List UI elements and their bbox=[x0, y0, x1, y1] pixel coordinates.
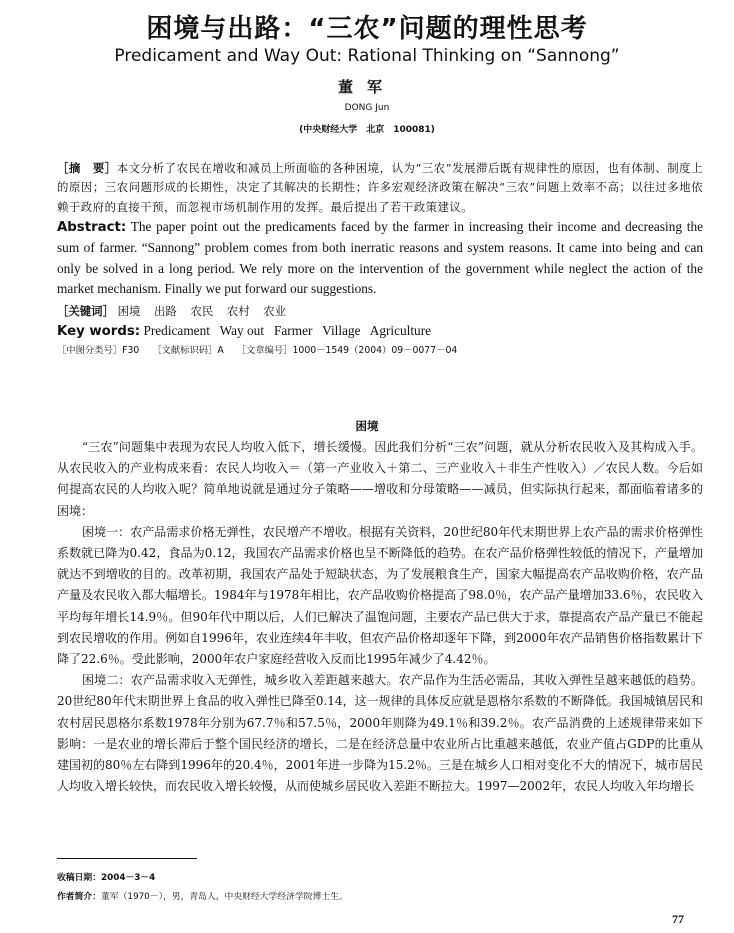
body-paragraph: 困境一：农产品需求价格无弹性，农民增产不增收。根据有关资料，20世纪80年代末期世界上农产品的需求价格弹性系数就已降为0.42，食品为0.12，我国农产品需求价格也呈不断降低的趋势。在农产品价格弹性较低的情况下，产量增加就达不到增收的目的。改革初期，我国农产品处于短缺状态，为了发展粮食生产，国家大幅提高农产品收购价格，农产品产量及农民收入都大幅增长。1984年与1978年相比，农产品收购价格提高了98.0％，农产品产量增加33.6％，农民收入平均每年增长14.9％。但90年代中期以后，人们已解决了温饱问题，主要农产品已供大于求，靠提高农产品产量已不能起到农民增收的作用。例如自1996年，农业连续4年丰收，但农产品价格却逐年下降，到2000年农产品销售价格指数累计下降了22.6％。受此影响，2000年农户家庭经营收入反而比1995年减少了4.42％。 bbox=[57, 524, 703, 667]
keywords-chinese bbox=[57, 301, 703, 321]
keyword-cn-item: 出路 bbox=[154, 303, 177, 318]
keyword-cn-item: 困境 bbox=[117, 303, 141, 318]
article-title-english: Predicament and Way Out: Rational Thinking on “Sannong” bbox=[114, 46, 620, 66]
footnote-divider bbox=[57, 858, 197, 859]
keywords-label-english: Key words: bbox=[57, 323, 141, 339]
keyword-cn-item: 农村 bbox=[226, 303, 250, 318]
author-name-chinese: 董军 bbox=[337, 78, 396, 96]
abstract-text-english: The paper point out the predicaments faced by the farmer in increasing their income and decreasing the sum of farmer. “Sannong” problem comes from both inerratic reasons and system reasons. It came into being and can only be solved in a long period. We rely more on the intervention of the government while neglect the action of the market mechanism. Finally we put forward our suggestions. bbox=[57, 218, 703, 297]
body-paragraph: 困境二：农产品需求收入无弹性，城乡收入差距越来越大。农产品作为生活必需品，其收入弹性呈越来越低的趋势。20世纪80年代末期世界上食品的收入弹性已降至0.14，这一规律的具体反应就是恩格尔系数的不断降低。我国城镇居民和农村居民恩格尔系数1978年分别为67.7％和57.5％，2000年则降为49.1％和39.2％。农产品消费的上述规律带来如下影响：一是农业的增长滞后于整个国民经济的增长，二是在经济总量中农业所占比重越来越低，农业产值占GDP的比重从建国初的80％左右降到1996年的20.4％，2001年进一步降为15.2％。三是在城乡人口相对变化不大的情况下，城市居民人均收入增长较快，而农民收入增长较慢，从而使城乡居民收入差距不断拉大。1997—2002年，农民人均收入年均增长 bbox=[57, 673, 703, 794]
classification-line bbox=[57, 342, 703, 360]
keywords-english bbox=[57, 321, 703, 342]
keyword-en-item: Agriculture bbox=[369, 322, 432, 338]
doc-code-value: A bbox=[217, 344, 224, 356]
abstract-english bbox=[57, 217, 703, 300]
keyword-en-item: Way out bbox=[219, 322, 265, 338]
keyword-cn-item: 农民 bbox=[190, 303, 214, 318]
article-title-chinese: 困境与出路：“三农”问题的理性思考 bbox=[146, 14, 588, 44]
keywords-label-chinese: ［关键词］ bbox=[57, 303, 114, 318]
body-text bbox=[57, 437, 703, 797]
keyword-en-item: Farmer bbox=[274, 322, 313, 338]
author-affiliation: (中央财经大学 北京 100081) bbox=[299, 125, 435, 135]
abstract-label-english: Abstract: bbox=[57, 219, 127, 235]
clc-value: F30 bbox=[122, 344, 140, 356]
author-name-english: DONG Jun bbox=[344, 103, 390, 113]
body-paragraph: “三农”问题集中表现为农民人均收入低下，增长缓慢。因此我们分析“三农”问题，就从分析农民收入及其构成入手。从农民收入的产业构成来看：农民人均收入＝（第一产业收入＋第二、三产业收入＋非生产性收入）／农民人数。今后如何提高农民的人均收入呢？简单地说就是通过分子策略——增收和分母策略——减员，但实际执行起来，都面临着诸多的困境： bbox=[57, 440, 703, 518]
doc-code-label: ［文献标识码］ bbox=[152, 344, 218, 356]
clc-label: ［中图分类号］ bbox=[57, 344, 123, 356]
article-number-label: ［文章编号］ bbox=[236, 344, 293, 356]
abstract-text-chinese: 本文分析了农民在增收和减员上所面临的各种困境，认为“三农”发展滞后既有规律性的原因，也有体制、制度上的原因；三农问题形成的长期性，决定了其解决的长期性；许多宏观经济政策在解决“三农”问题上效率不高；以往过多地依赖于政府的直接干预，而忽视市场机制作用的发挥。最后提出了若干政策建议。 bbox=[57, 161, 703, 214]
footnote-received-date: 收稿日期：2004－3－4 bbox=[57, 873, 156, 883]
section-heading: 困境 bbox=[355, 419, 379, 433]
keyword-en-item: Predicament bbox=[143, 322, 210, 338]
author-bio-text: 董军（1970－），男，青岛人，中央财经大学经济学院博士生。 bbox=[101, 892, 348, 902]
abstract-label-chinese: ［摘 要］ bbox=[57, 161, 117, 175]
author-bio-label: 作者简介： bbox=[57, 892, 101, 902]
page-number: 77 bbox=[672, 912, 684, 926]
footnote-author-bio bbox=[57, 889, 348, 902]
keyword-cn-item: 农业 bbox=[263, 303, 287, 318]
abstract-block bbox=[57, 159, 703, 360]
keyword-en-item: Village bbox=[322, 322, 361, 338]
abstract-chinese bbox=[57, 159, 703, 217]
article-number-value: 1000－1549（2004）09－0077－04 bbox=[292, 344, 458, 356]
